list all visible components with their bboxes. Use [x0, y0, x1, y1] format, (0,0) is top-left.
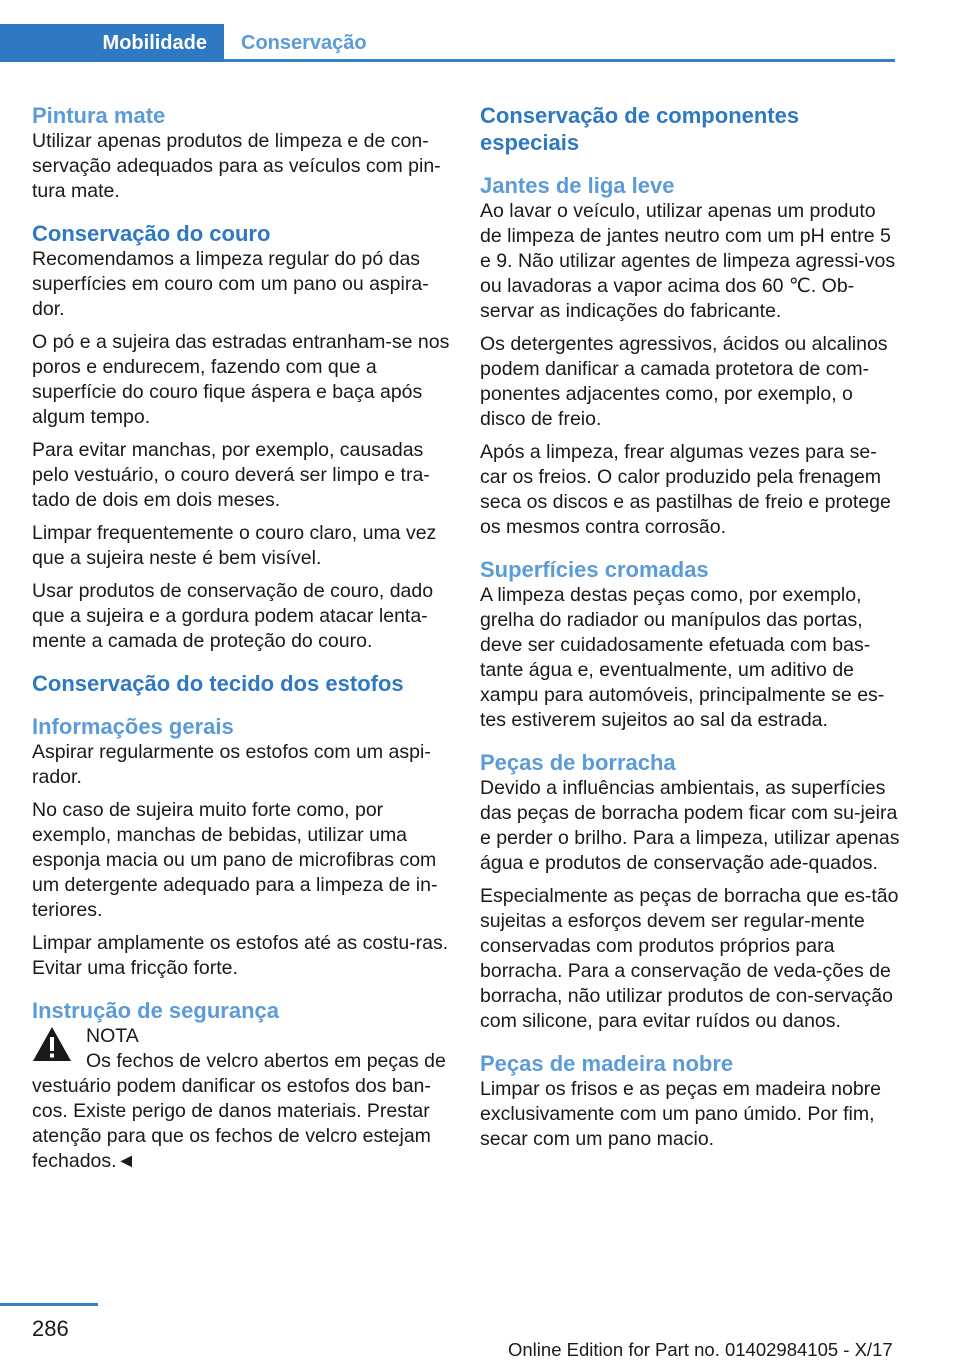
paragraph: Devido a influências ambientais, as superfícies das peças de borracha podem ficar com su-jeira e perder o brilho. Para a limpeza, utilizar apenas água e produtos de conservação ade-quados. — [480, 777, 900, 874]
left-column — [32, 102, 452, 1182]
paragraph: Utilizar apenas produtos de limpeza e de con-servação adequados para as veículos com pin-tura mate. — [32, 130, 441, 202]
subsection-title-informacoes-gerais: Informações gerais — [32, 714, 234, 739]
subsection-title-cromadas: Superfícies cromadas — [480, 557, 709, 582]
paragraph: A limpeza destas peças como, por exemplo, grelha do radiador ou manípulos das portas, deve ser cuidadosamente efetuada com bas-tante água e, eventualmente, um aditivo de xampu para automóveis, principalmente se es-tes estiverem sujeitos ao sal da estrada. — [480, 584, 885, 731]
section-title-tecido-estofos: Conservação do tecido dos estofos — [32, 671, 404, 696]
paragraph: Para evitar manchas, por exemplo, causadas pelo vestuário, o couro deverá ser limpo e tra-tado de dois em dois meses. — [32, 439, 430, 511]
paragraph: No caso de sujeira muito forte como, por exemplo, manchas de bebidas, utilizar uma esponja macia ou um pano de microfibras com um detergente adequado para a limpeza de in-teriores. — [32, 799, 438, 921]
tab-conservacao[interactable]: Conservação — [241, 31, 367, 54]
subsection-title-borracha: Peças de borracha — [480, 750, 676, 775]
paragraph: Limpar frequentemente o couro claro, uma vez que a sujeira neste é bem visível. — [32, 522, 437, 569]
paragraph: Aspirar regularmente os estofos com um aspi-rador. — [32, 741, 431, 788]
paragraph: Usar produtos de conservação de couro, dado que a sujeira e a gordura podem atacar lenta-mente a camada de proteção do couro. — [32, 580, 434, 652]
warning-text: Os fechos de velcro abertos em peças de vestuário podem danificar os estofos dos ban-cos. Existe perigo de danos materiais. Prestar atenção para que os fechos de velcro estejam fechados.◄ — [32, 1050, 446, 1172]
edition-note: Online Edition for Part no. 01402984105 - X/17 — [508, 1339, 893, 1360]
paragraph: Os detergentes agressivos, ácidos ou alcalinos podem danificar a camada protetora de com-ponentes adjacentes como, por exemplo, o disco de freio. — [480, 333, 888, 430]
paragraph: Ao lavar o veículo, utilizar apenas um produto de limpeza de jantes neutro com um pH entre 5 e 9. Não utilizar agentes de limpeza agressi-vos ou lavadoras a vapor acima dos 60 ℃. Ob-servar as indicações do fabricante. — [480, 200, 896, 322]
tab-mobilidade[interactable]: Mobilidade — [0, 24, 224, 62]
page-number: 286 — [32, 1316, 69, 1341]
paragraph: Especialmente as peças de borracha que es-tão sujeitas a esforços devem ser regular-mente conservadas com produtos próprios para borracha. Para a conservação de veda-ções de borracha, não utilizar produtos de con-servação com silicone, para evitar ruídos ou danos. — [480, 885, 899, 1032]
subsection-title-jantes: Jantes de liga leve — [480, 173, 675, 198]
paragraph: Limpar os frisos e as peças em madeira nobre exclusivamente com um pano úmido. Por fim, secar com um pano macio. — [480, 1078, 882, 1150]
section-title-pintura-mate: Pintura mate — [32, 103, 166, 128]
warning-note — [32, 1024, 452, 1174]
subsection-title-madeira: Peças de madeira nobre — [480, 1051, 734, 1076]
paragraph: Limpar amplamente os estofos até as costu-ras. Evitar uma fricção forte. — [32, 932, 449, 979]
section-title-componentes-especiais: Conservação de componentes especiais — [480, 103, 800, 155]
warning-icon — [32, 1026, 72, 1062]
paragraph: Após a limpeza, frear algumas vezes para se-car os freios. O calor produzido pela frenagem seca os discos e as pastilhas de freio e protege os mesmos contra corrosão. — [480, 441, 891, 538]
footer-divider — [0, 1303, 98, 1306]
warning-label: NOTA — [86, 1025, 139, 1047]
section-title-conservacao-couro: Conservação do couro — [32, 221, 271, 246]
paragraph: O pó e a sujeira das estradas entranham-se nos poros e endurecem, fazendo com que a superfície do couro fique áspera e baça após algum tempo. — [32, 331, 450, 428]
subsection-title-instrucao-seguranca: Instrução de segurança — [32, 998, 279, 1023]
header-tab-bar — [0, 24, 895, 62]
paragraph: Recomendamos a limpeza regular do pó das superfícies em couro com um pano ou aspira-dor. — [32, 248, 429, 320]
right-column — [480, 102, 900, 1160]
